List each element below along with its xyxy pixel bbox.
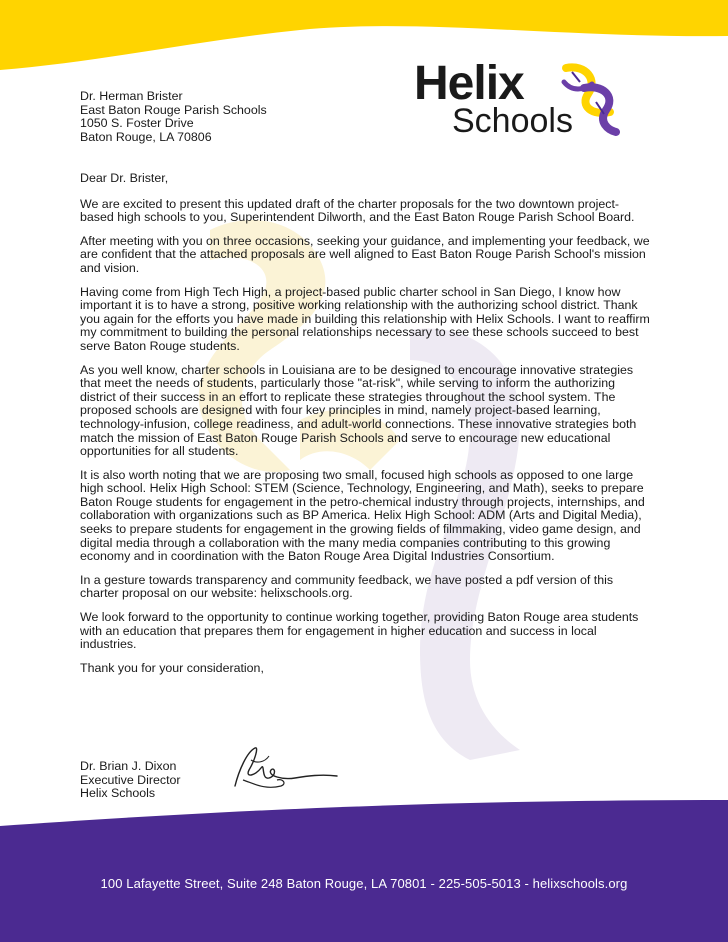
- handwritten-signature: [225, 740, 345, 798]
- logo-schools-text: Schools: [452, 102, 573, 140]
- signer-block: [80, 760, 181, 801]
- signer-name: Dr. Brian J. Dixon: [80, 759, 177, 773]
- recipient-address: [80, 90, 267, 144]
- paragraph-7: We look forward to the opportunity to continue working together, providing Baton Rouge area students with an education that prepares them for engagement in higher education and success in local industries.: [80, 610, 639, 652]
- dna-helix-icon: [558, 62, 624, 138]
- recipient-organization: East Baton Rouge Parish Schools: [80, 102, 267, 117]
- salutation: Dear Dr. Brister,: [80, 171, 169, 185]
- signer-title: Executive Director: [80, 772, 181, 787]
- paragraph-3: Having come from High Tech High, a project-based public charter school in San Diego, I know how important it is to have a strong, positive working relationship with the authorizing school district. Thank you again for the efforts you have made in building this relationship with Helix Schools. I want to reaffirm my commitment to building the personal relationships necessary to see these schools succeed to best serve Baton Rouge students.: [80, 284, 650, 353]
- footer-address: 100 Lafayette Street, Suite 248 Baton Rouge, LA 70801 - 225-505-5013 - helixschools.org: [100, 876, 628, 891]
- footer-band: [0, 800, 728, 942]
- paragraph-6: In a gesture towards transparency and community feedback, we have posted a pdf version of this charter proposal on our website: helixschools.org.: [80, 572, 614, 601]
- paragraph-1: We are excited to present this updated draft of the charter proposals for the two downtown project-based high schools to you, Superintendent Dilworth, and the East Baton Rouge Parish School Board.: [80, 196, 635, 225]
- logo-helix-text: Helix: [414, 57, 524, 110]
- recipient-street: 1050 S. Foster Drive: [80, 116, 194, 130]
- signer-organization: Helix Schools: [80, 786, 156, 800]
- recipient-name: Dr. Herman Brister: [80, 89, 183, 103]
- paragraph-5: It is also worth noting that we are proposing two small, focused high schools as opposed to one large high school. Helix High School: STEM (Science, Technology, Engineering, and Math), seeks to prepare Baton Rouge students for engagement in the petro-chemical industry through projects, internships, and collaboration with organizations such as BP America. Helix High School: ADM (Arts and Digital Media), seeks to prepare students for engagement in the growing fields of filmmaking, video game design, and digital media through a collaboration with the many media companies contributing to this growing economy and in coordination with the Baton Rouge Area Digital Industries Consortium.: [80, 467, 645, 564]
- letter-body: [80, 172, 652, 685]
- helix-schools-logo: [414, 57, 634, 150]
- recipient-city: Baton Rouge, LA 70806: [80, 129, 212, 144]
- paragraph-4: As you well know, charter schools in Louisiana are to be designed to encourage innovative strategies that meet the needs of students, particularly those "at-risk", while serving to inform the authorizing district of their success in an effort to replicate these strategies throughout the school system. The proposed schools are designed with four key principles in mind, namely project-based learning, technology-infusion, college readiness, and adult-world connections. These innovative strategies both match the mission of East Baton Rouge Parish Schools and serve to encourage new educational opportunities for all students.: [80, 362, 637, 459]
- closing: Thank you for your consideration,: [80, 660, 264, 675]
- paragraph-2: After meeting with you on three occasions, seeking your guidance, and implementing your feedback, we are confident that the attached proposals are well aligned to East Baton Rouge Parish School's mission and vision.: [80, 233, 650, 275]
